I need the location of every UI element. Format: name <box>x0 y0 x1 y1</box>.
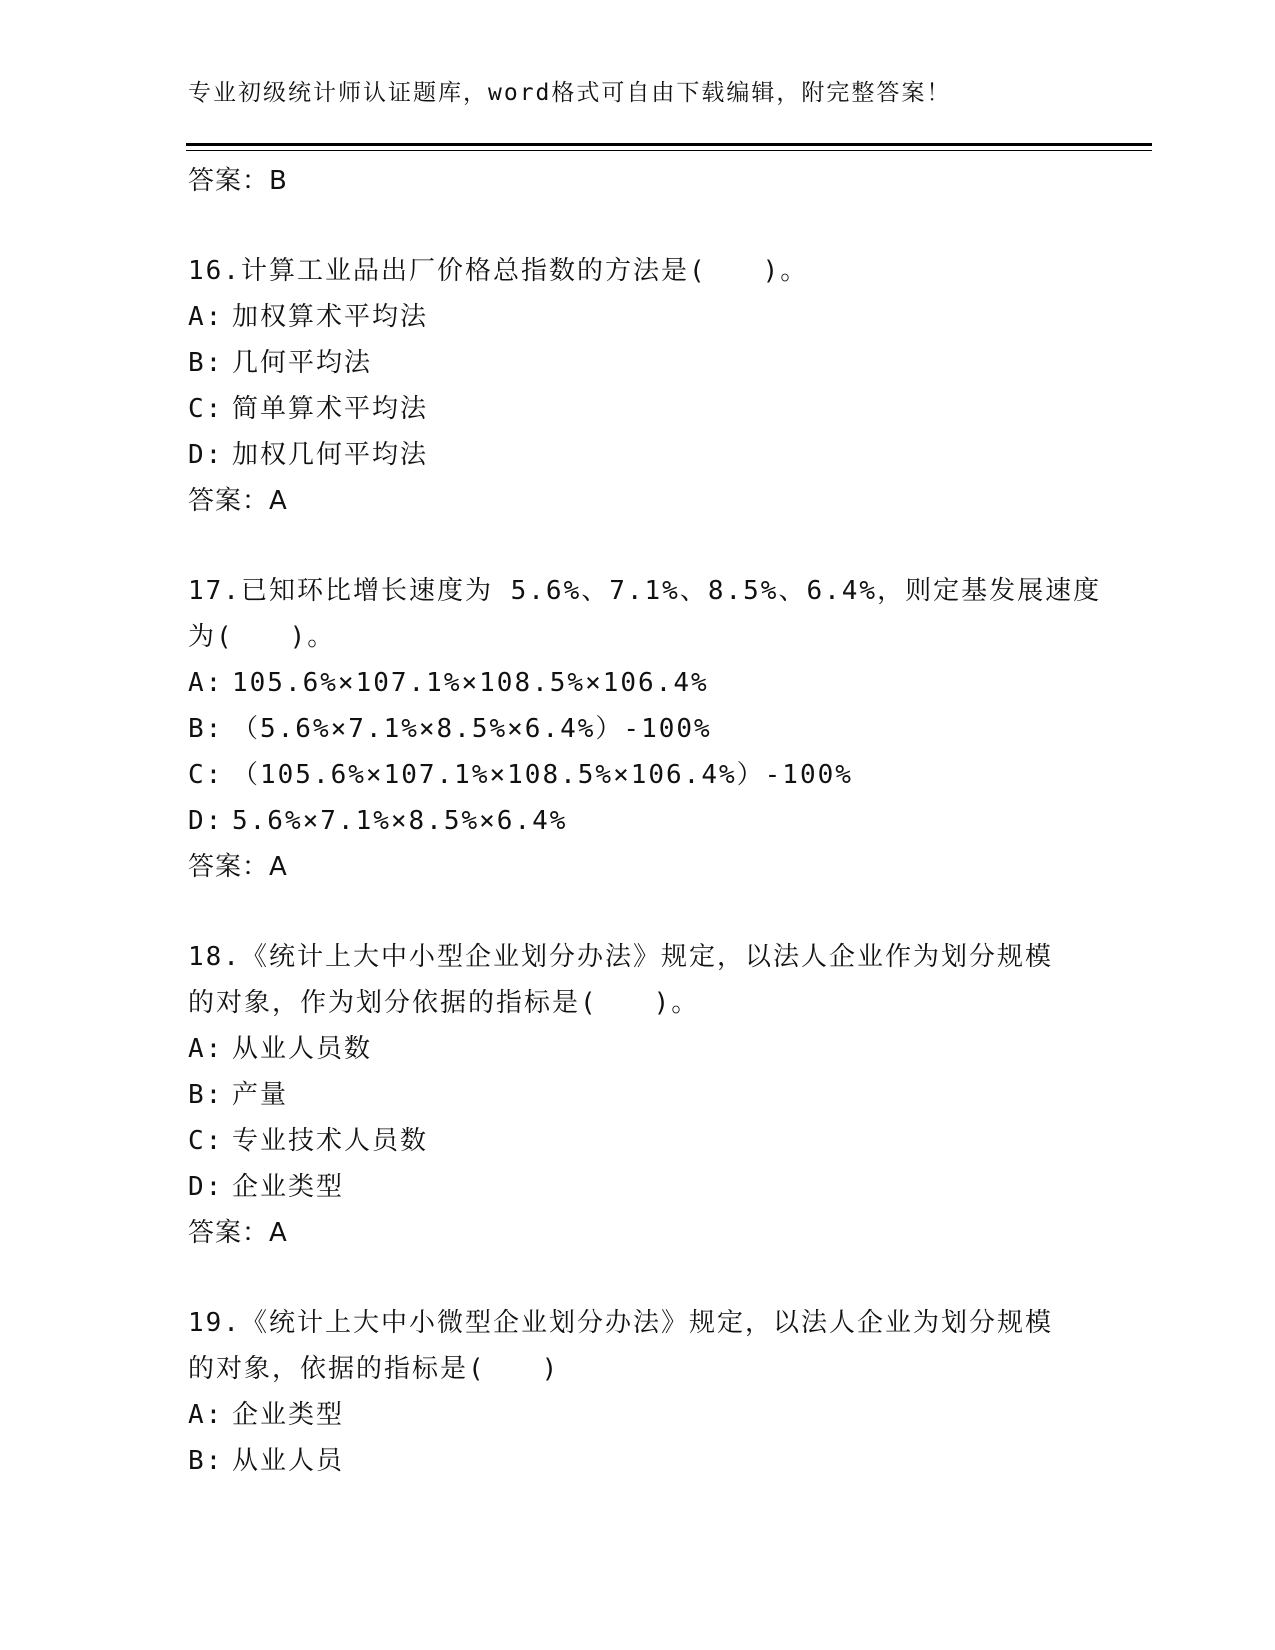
question-stem: 19.《统计上大中小微型企业划分办法》规定，以法人企业为划分规模 <box>188 1308 1053 1338</box>
option-letter: A: <box>188 668 224 698</box>
document-body <box>188 158 1102 1484</box>
option-a <box>188 1026 1088 1072</box>
option-d <box>188 432 1088 478</box>
option-c <box>188 1118 1088 1164</box>
option-a <box>188 1392 1088 1438</box>
option-text: 加权算术平均法 <box>232 302 429 332</box>
option-d <box>188 1164 1088 1210</box>
option-text: 105.6%×107.1%×108.5%×106.4% <box>232 668 709 698</box>
option-c <box>188 386 1088 432</box>
option-letter: C: <box>188 394 224 424</box>
option-letter: B: <box>188 1080 224 1110</box>
option-letter: D: <box>188 1172 224 1202</box>
answer-line: 答案：A <box>188 486 288 516</box>
option-letter: B: <box>188 1446 224 1476</box>
option-c <box>188 752 1088 798</box>
option-text: 从业人员 <box>232 1446 345 1476</box>
answer-line: 答案：B <box>188 166 288 196</box>
option-a <box>188 294 1088 340</box>
option-b <box>188 1072 1088 1118</box>
question-stem: 16.计算工业品出厂价格总指数的方法是( )。 <box>188 256 809 286</box>
question-16 <box>188 248 1088 524</box>
question-stem-continued: 的对象，依据的指标是( ) <box>188 1354 560 1384</box>
option-letter: A: <box>188 302 224 332</box>
question-stem: 17.已知环比增长速度为 5.6%、7.1%、8.5%、6.4%，则定基发展速度 <box>188 576 1102 606</box>
option-text: 加权几何平均法 <box>232 440 429 470</box>
option-letter: C: <box>188 760 224 790</box>
option-letter: B: <box>188 348 224 378</box>
question-17 <box>188 568 1102 890</box>
option-letter: B: <box>188 714 224 744</box>
option-b <box>188 706 1088 752</box>
option-text: 产量 <box>232 1080 289 1110</box>
question-19 <box>188 1300 1088 1484</box>
option-letter: C: <box>188 1126 224 1156</box>
option-letter: D: <box>188 806 224 836</box>
option-text: （105.6%×107.1%×108.5%×106.4%）-100% <box>232 760 853 790</box>
option-letter: A: <box>188 1034 224 1064</box>
page-header: 专业初级统计师认证题库，word格式可自由下载编辑，附完整答案！ <box>188 80 952 106</box>
option-text: （5.6%×7.1%×8.5%×6.4%）-100% <box>232 714 712 744</box>
question-stem: 18.《统计上大中小型企业划分办法》规定，以法人企业作为划分规模 <box>188 942 1053 972</box>
option-letter: A: <box>188 1400 224 1430</box>
option-letter: D: <box>188 440 224 470</box>
option-a <box>188 660 1088 706</box>
header-rule-thin <box>186 150 1152 151</box>
header-rule-thick <box>186 143 1152 146</box>
option-text: 几何平均法 <box>232 348 373 378</box>
option-d <box>188 798 1088 844</box>
option-b <box>188 1438 1088 1484</box>
option-text: 企业类型 <box>232 1172 345 1202</box>
option-text: 简单算术平均法 <box>232 394 429 424</box>
option-text: 企业类型 <box>232 1400 345 1430</box>
option-text: 从业人员数 <box>232 1034 373 1064</box>
option-text: 专业技术人员数 <box>232 1126 429 1156</box>
answer-line: 答案：A <box>188 852 288 882</box>
question-stem-continued: 为( )。 <box>188 622 336 652</box>
option-text: 5.6%×7.1%×8.5%×6.4% <box>232 806 568 836</box>
option-b <box>188 340 1088 386</box>
question-stem-continued: 的对象，作为划分依据的指标是( )。 <box>188 988 700 1018</box>
question-18 <box>188 934 1088 1256</box>
answer-line: 答案：A <box>188 1218 288 1248</box>
